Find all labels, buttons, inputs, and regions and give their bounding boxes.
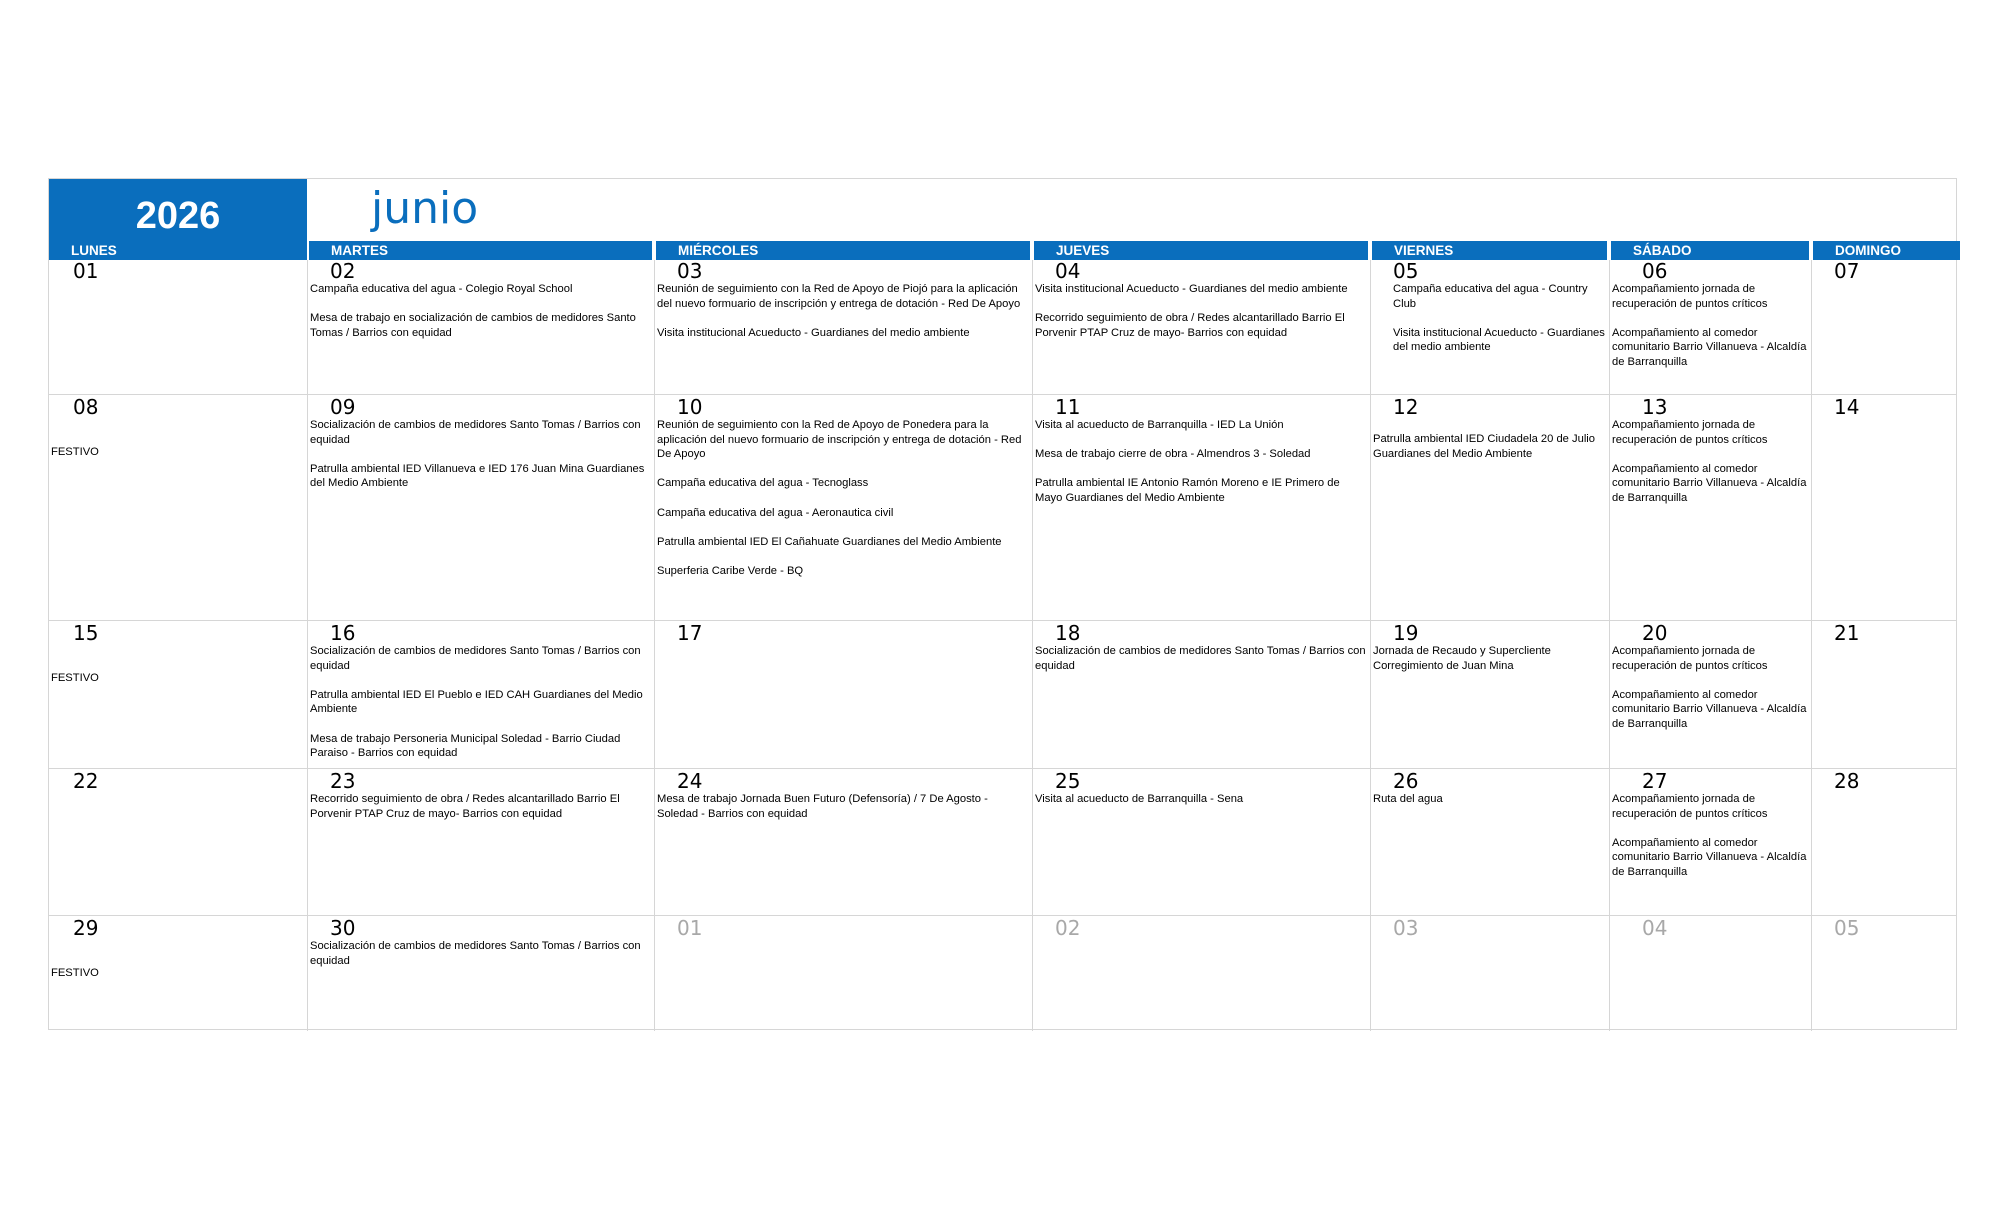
day-cell[interactable] [1370, 915, 1609, 1031]
day-number: 05 [1834, 916, 1860, 940]
events-list [1371, 792, 1609, 807]
event-item[interactable]: Socialización de cambios de medidores Santo Tomas / Barrios con equidad [1035, 645, 1366, 672]
day-number: 25 [1055, 769, 1081, 793]
events-list [1610, 792, 1811, 880]
event-item[interactable]: Campaña educativa del agua - Country Club [1393, 283, 1588, 310]
day-number: 04 [1642, 916, 1668, 940]
events-list [308, 644, 654, 761]
day-cell[interactable] [307, 915, 654, 1031]
events-list [1371, 644, 1609, 673]
day-cell[interactable] [1811, 260, 1958, 394]
event-item[interactable]: Acompañamiento jornada de recuperación de puntos críticos [1612, 283, 1768, 310]
events-list [308, 792, 654, 821]
events-list [308, 418, 654, 491]
events-list [1610, 282, 1811, 370]
day-cell[interactable] [307, 260, 654, 394]
event-item[interactable]: Mesa de trabajo en socialización de cambios de medidores Santo Tomas / Barrios con equidad [310, 312, 636, 339]
events-list [308, 282, 654, 340]
weekday-header-5: SÁBADO [1611, 241, 1809, 260]
day-number: 14 [1834, 395, 1860, 419]
event-item[interactable]: Recorrido seguimiento de obra / Redes alcantarillado Barrio El Porvenir PTAP Cruz de mayo- Barrios con equidad [310, 793, 620, 820]
day-cell[interactable] [1032, 394, 1370, 620]
day-cell[interactable] [654, 768, 1032, 915]
event-item[interactable]: Acompañamiento al comedor comunitario Barrio Villanueva - Alcaldía de Barranquilla [1612, 688, 1807, 730]
event-item[interactable]: Visita al acueducto de Barranquilla - Sena [1035, 793, 1244, 805]
day-cell[interactable] [1811, 768, 1958, 915]
day-cell[interactable] [1370, 394, 1609, 620]
day-cell[interactable] [49, 915, 307, 1031]
week-row [49, 915, 1956, 1031]
event-item[interactable]: Acompañamiento jornada de recuperación de puntos críticos [1612, 793, 1768, 820]
day-number: 27 [1642, 769, 1668, 793]
day-cell[interactable] [1811, 915, 1958, 1031]
holiday-label: FESTIVO [51, 967, 99, 979]
day-number: 11 [1055, 395, 1081, 419]
events-list [1033, 792, 1370, 807]
day-number: 28 [1834, 769, 1860, 793]
day-number: 04 [1055, 259, 1081, 283]
day-number: 16 [330, 621, 356, 645]
holiday-label: FESTIVO [51, 446, 99, 458]
day-cell[interactable] [307, 620, 654, 768]
day-cell[interactable] [49, 620, 307, 768]
event-item[interactable]: Visita institucional Acueducto - Guardianes del medio ambiente [1393, 326, 1605, 354]
day-number: 01 [677, 916, 703, 940]
event-item[interactable]: Socialización de cambios de medidores Santo Tomas / Barrios con equidad [310, 419, 641, 446]
event-item[interactable]: Recorrido seguimiento de obra / Redes alcantarillado Barrio El Porvenir PTAP Cruz de mayo- Barrios con equidad [1035, 312, 1345, 339]
events-list [1033, 644, 1370, 673]
weekday-header-2: MIÉRCOLES [656, 241, 1030, 260]
day-number: 21 [1834, 621, 1860, 645]
events-list [655, 792, 1032, 821]
holiday-label: FESTIVO [51, 672, 99, 684]
day-number: 26 [1393, 769, 1419, 793]
event-item[interactable]: Mesa de trabajo Personeria Municipal Soledad - Barrio Ciudad Paraiso - Barrios con equidad [310, 732, 621, 760]
day-number: 17 [677, 621, 703, 645]
day-number: 24 [677, 769, 703, 793]
week-row [49, 768, 1956, 915]
day-cell[interactable] [49, 260, 307, 394]
weekday-header-1: MARTES [309, 241, 652, 260]
event-item[interactable]: Campaña educativa del agua - Tecnoglass [657, 477, 869, 490]
day-number: 23 [330, 769, 356, 793]
event-item[interactable]: Acompañamiento al comedor comunitario Barrio Villanueva - Alcaldía de Barranquilla [1612, 836, 1807, 878]
day-cell[interactable] [1370, 768, 1609, 915]
events-list [1371, 418, 1609, 461]
day-number: 09 [330, 395, 356, 419]
day-cell[interactable] [1370, 620, 1609, 768]
events-list [1033, 282, 1370, 340]
event-item[interactable]: Visita al acueducto de Barranquilla - IED La Unión [1035, 419, 1284, 431]
event-item[interactable]: Acompañamiento jornada de recuperación de puntos críticos [1612, 645, 1768, 672]
event-item[interactable]: Ruta del agua [1373, 793, 1443, 805]
events-list [655, 418, 1032, 579]
day-cell[interactable] [307, 394, 654, 620]
day-cell[interactable] [1032, 260, 1370, 394]
weekday-header-3: JUEVES [1034, 241, 1368, 260]
week-row [49, 620, 1956, 768]
events-list [655, 282, 1032, 340]
events-list [1371, 282, 1609, 355]
day-cell[interactable] [654, 260, 1032, 394]
event-item[interactable]: Mesa de trabajo cierre de obra - Almendros 3 - Soledad [1035, 448, 1311, 461]
event-item[interactable]: Socialización de cambios de medidores Santo Tomas / Barrios con equidad [310, 645, 641, 672]
event-item[interactable]: Socialización de cambios de medidores Santo Tomas / Barrios con equidad [310, 940, 641, 967]
day-cell[interactable] [1032, 915, 1370, 1031]
day-cell[interactable] [1032, 620, 1370, 768]
day-cell[interactable] [1609, 394, 1811, 620]
day-cell[interactable] [49, 768, 307, 915]
day-number: 29 [73, 916, 99, 940]
day-cell[interactable] [1811, 620, 1958, 768]
event-item[interactable]: Superferia Caribe Verde - BQ [657, 564, 804, 577]
event-item[interactable]: Patrulla ambiental IED El Pueblo e IED CAH Guardianes del Medio Ambiente [310, 688, 643, 716]
day-cell[interactable] [1811, 394, 1958, 620]
events-list [1033, 418, 1370, 506]
event-item[interactable]: Patrulla ambiental IED Villanueva e IED 176 Juan Mina Guardianes del Medio Ambiente [310, 462, 645, 490]
day-number: 02 [1055, 916, 1081, 940]
day-number: 15 [73, 621, 99, 645]
day-cell[interactable] [307, 768, 654, 915]
weekday-header-row [49, 241, 1956, 260]
events-list [308, 939, 654, 968]
events-list [1610, 418, 1811, 506]
event-item[interactable]: Jornada de Recaudo y Supercliente Corregimiento de Juan Mina [1373, 645, 1551, 672]
events-list [1610, 644, 1811, 732]
weekday-header-0: LUNES [49, 241, 307, 260]
event-item[interactable]: Visita institucional Acueducto - Guardianes del medio ambiente [1035, 283, 1348, 295]
event-item[interactable]: Campaña educativa del agua - Aeronautica civil [657, 506, 894, 519]
day-number: 02 [330, 259, 356, 283]
day-cell[interactable] [654, 394, 1032, 620]
day-cell[interactable] [1609, 260, 1811, 394]
day-number: 03 [677, 259, 703, 283]
event-item[interactable]: Patrulla ambiental IE Antonio Ramón Moreno e IE Primero de Mayo Guardianes del Medio Ambiente [1035, 477, 1340, 504]
day-cell[interactable] [1032, 768, 1370, 915]
day-number: 05 [1393, 259, 1419, 283]
day-number: 20 [1642, 621, 1668, 645]
day-cell[interactable] [1609, 620, 1811, 768]
event-item[interactable]: Patrulla ambiental IED El Cañahuate Guardianes del Medio Ambiente [657, 535, 1002, 548]
day-number: 06 [1642, 259, 1668, 283]
day-cell[interactable] [1609, 768, 1811, 915]
day-number: 08 [73, 395, 99, 419]
day-number: 19 [1393, 621, 1419, 645]
event-item[interactable]: Reunión de seguimiento con la Red de Apoyo de Piojó para la aplicación del nuevo formuario de inscripción y entrega de dotación - Red De Apoyo [657, 283, 1021, 310]
event-item[interactable]: Acompañamiento al comedor comunitario Barrio Villanueva - Alcaldía de Barranquilla [1612, 326, 1807, 368]
month-title: junio [371, 183, 479, 234]
event-item[interactable]: Acompañamiento al comedor comunitario Barrio Villanueva - Alcaldía de Barranquilla [1612, 462, 1807, 504]
event-item[interactable]: Campaña educativa del agua - Colegio Royal School [310, 283, 573, 295]
day-number: 01 [73, 259, 99, 283]
weekday-header-6: DOMINGO [1813, 241, 1960, 260]
day-number: 13 [1642, 395, 1668, 419]
week-row [49, 394, 1956, 620]
event-item[interactable]: Visita institucional Acueducto - Guardianes del medio ambiente [657, 326, 970, 339]
day-number: 10 [677, 395, 703, 419]
day-cell[interactable] [654, 620, 1032, 768]
day-number: 22 [73, 769, 99, 793]
event-item[interactable]: Reunión de seguimiento con la Red de Apoyo de Ponedera para la aplicación del nuevo formuario de inscripción y entrega de dotación - Red De Apoyo [657, 419, 1022, 461]
event-item[interactable]: Patrulla ambiental IED Ciudadela 20 de Julio Guardianes del Medio Ambiente [1373, 433, 1596, 460]
event-item[interactable]: Acompañamiento jornada de recuperación de puntos críticos [1612, 419, 1768, 446]
day-number: 07 [1834, 259, 1860, 283]
day-number: 03 [1393, 916, 1419, 940]
day-cell[interactable] [1370, 260, 1609, 394]
year-label: 2026 [49, 179, 307, 241]
day-number: 12 [1393, 395, 1419, 419]
day-cell[interactable] [1609, 915, 1811, 1031]
week-row [49, 260, 1956, 394]
day-number: 18 [1055, 621, 1081, 645]
calendar [48, 178, 1957, 1030]
event-item[interactable]: Mesa de trabajo Jornada Buen Futuro (Defensoría) / 7 De Agosto - Soledad - Barrios con equidad [657, 793, 988, 820]
day-cell[interactable] [654, 915, 1032, 1031]
weekday-header-4: VIERNES [1372, 241, 1607, 260]
day-number: 30 [330, 916, 356, 940]
day-cell[interactable] [49, 394, 307, 620]
